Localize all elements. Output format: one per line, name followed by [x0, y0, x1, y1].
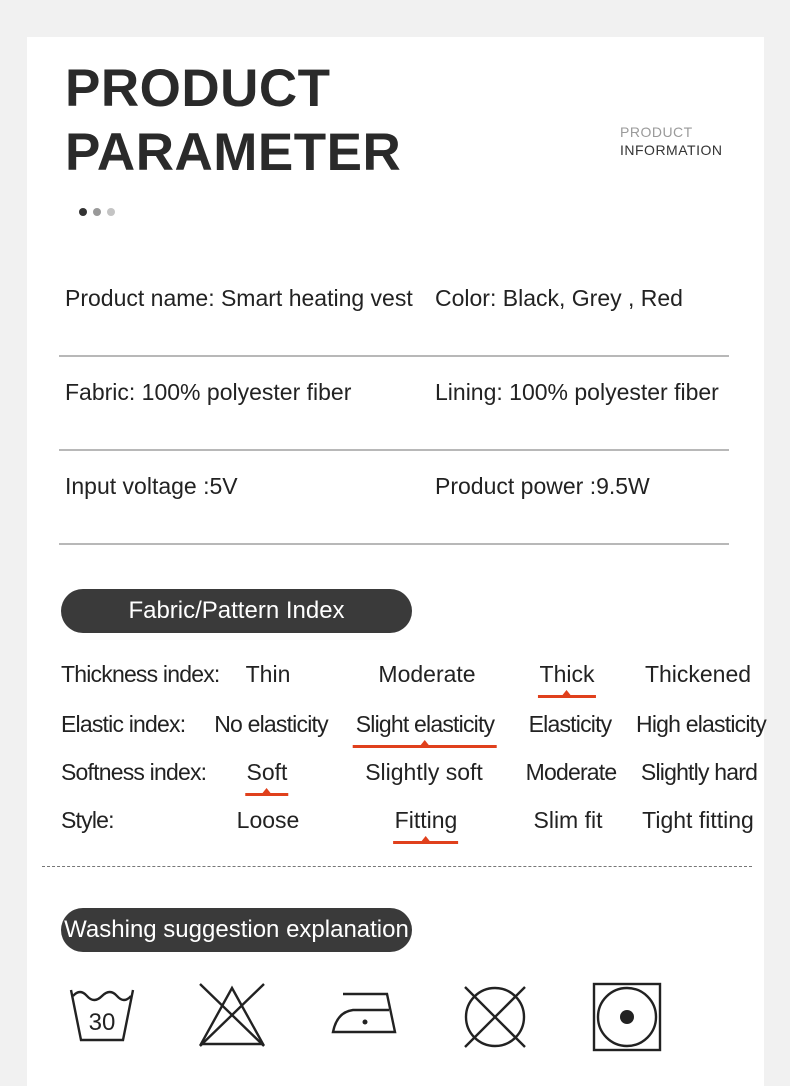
title-line-2: PARAMETER: [65, 123, 402, 182]
dot-light: [107, 208, 115, 216]
dashed-divider: [42, 866, 752, 867]
index-label: Softness index:: [61, 759, 207, 785]
parameter-row: [59, 451, 729, 545]
parameter-table: [59, 263, 729, 545]
dot-mid: [93, 208, 101, 216]
washing-heading: Washing suggestion explanation: [61, 908, 412, 952]
elastic-index-row: [61, 703, 766, 743]
no-dry-clean-icon: [460, 982, 530, 1052]
dot-dark: [79, 208, 87, 216]
index-option-selected: Soft: [246, 759, 288, 785]
param-fabric: Fabric: 100% polyester fiber: [65, 379, 352, 405]
index-option: Loose: [236, 807, 300, 833]
parameter-row: [59, 357, 729, 451]
style-row: [61, 799, 761, 839]
info-line-2: INFORMATION: [620, 142, 723, 158]
info-line-1: PRODUCT: [620, 124, 693, 140]
washing-icons: [67, 982, 687, 1057]
index-option: High elasticity: [636, 711, 766, 737]
fabric-index-heading: Fabric/Pattern Index: [61, 589, 412, 633]
title-line-1: PRODUCT: [65, 59, 331, 118]
product-parameter-card: [27, 37, 764, 1086]
index-option: Slightly soft: [365, 759, 483, 785]
param-lining: Lining: 100% polyester fiber: [435, 379, 719, 405]
decorative-dots: [79, 208, 115, 216]
param-product-power: Product power :9.5W: [435, 473, 650, 499]
thickness-index-row: [61, 653, 761, 693]
index-option: Slim fit: [533, 807, 603, 833]
index-option-selected: Slight elasticity: [355, 711, 495, 737]
index-option-selected: Fitting: [394, 807, 458, 833]
index-option-selected: Thick: [539, 661, 595, 687]
index-option: No elasticity: [214, 711, 328, 737]
parameter-row: [59, 263, 729, 357]
index-label: Style:: [61, 807, 114, 833]
softness-index-row: [61, 751, 761, 791]
index-option: Slightly hard: [640, 759, 758, 785]
param-product-name: Product name: Smart heating vest: [65, 285, 413, 311]
index-option: Thin: [245, 661, 291, 687]
index-option: Tight fitting: [642, 807, 754, 833]
index-option: Moderate: [525, 759, 617, 785]
wash-30-icon: [67, 982, 137, 1044]
iron-low-icon: [329, 982, 399, 1036]
page-title: [65, 57, 401, 185]
tumble-dry-icon: [592, 982, 662, 1052]
index-label: Thickness index:: [61, 661, 220, 687]
wash-temp-text: 30: [88, 1009, 116, 1036]
index-option: Thickened: [644, 661, 752, 687]
no-bleach-icon: [197, 982, 267, 1048]
param-input-voltage: Input voltage :5V: [65, 473, 238, 499]
product-information-label: [620, 123, 722, 159]
index-label: Elastic index:: [61, 711, 186, 737]
param-color: Color: Black, Grey , Red: [435, 285, 683, 311]
index-option: Moderate: [378, 661, 476, 687]
index-option: Elasticity: [528, 711, 612, 737]
